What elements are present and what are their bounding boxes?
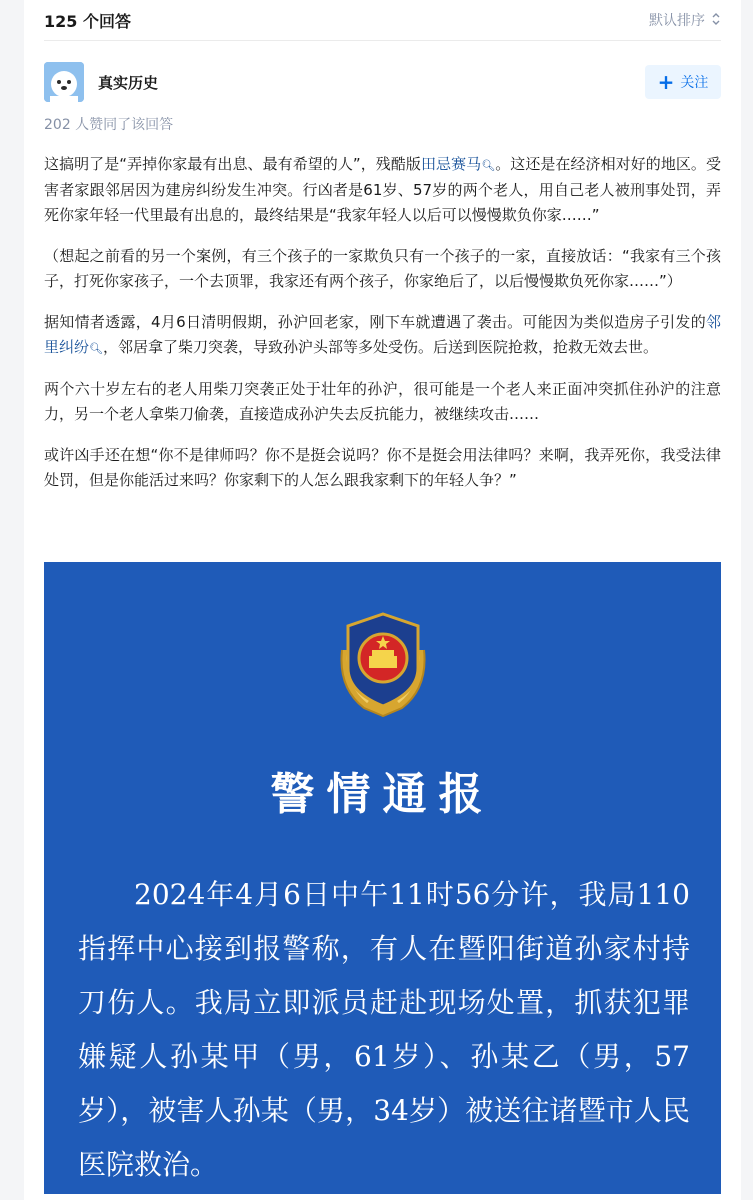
paragraph-3-text-b: ，邻居拿了柴刀突袭，导致孙沪头部等多处受伤。后送到医院抢救，抢救无效去世。 — [102, 338, 658, 356]
author-row — [44, 62, 721, 102]
notice-body: 2024年4月6日中午11时56分许，我局110指挥中心接到报警称，有人在暨阳街道孙家村持刀伤人。我局立即派员赶赴现场处置，抓获犯罪嫌疑人孙某甲（男，61岁）、孙某乙（男，57岁），被害人孙某（男，34岁）被送往诸暨市人民医院救治。 — [78, 878, 690, 1181]
paragraph-3-text-a: 据知情者透露，4月6日清明假期，孙沪回老家，刚下车就遭遇了袭击。可能因为类似造房子引发的 — [44, 313, 706, 331]
paragraph-1-text-a: 这搞明了是“弄掉你家最有出息、最有希望的人”，残酷版 — [44, 155, 421, 173]
follow-label: 关注 — [680, 75, 709, 91]
answer-content — [44, 152, 721, 509]
paragraph-1-text-b: 。这还是在经济相对好的地区。受害者家跟邻居因为建房纠纷发生冲突。行凶者是61岁、57岁的两个老人，用自己老人被刑事处罚，弄死你家年轻一代里最有出息的，最终结果是“我家年轻人以后可以慢慢欺负你家……” — [44, 155, 721, 224]
sort-chevron-icon — [711, 12, 721, 28]
answer-card — [24, 0, 741, 1200]
police-emblem-icon — [334, 610, 432, 724]
neighbor-dispute-link-label: 邻里纠纷 — [44, 313, 721, 356]
paragraph-3 — [44, 310, 721, 361]
police-notice-image[interactable] — [44, 562, 721, 1194]
answers-header — [44, 0, 721, 41]
tianji-link[interactable] — [421, 155, 495, 173]
avatar[interactable] — [44, 62, 84, 102]
search-link-icon: 🔍︎ — [481, 159, 496, 172]
paragraph-4: 两个六十岁左右的老人用柴刀突袭正处于壮年的孙沪，很可能是一个老人来正面冲突抓住孙沪的注意力，另一个老人拿柴刀偷袭，直接造成孙沪失去反抗能力，被继续攻击…… — [44, 380, 721, 423]
tianji-link-label: 田忌赛马 — [420, 155, 482, 173]
author-name[interactable]: 真实历史 — [98, 73, 159, 92]
sort-dropdown[interactable] — [649, 10, 721, 30]
vote-summary: 202 人赞同了该回答 — [44, 117, 174, 133]
paragraph-2: （想起之前看的另一个案例，有三个孩子的一家欺负只有一个孩子的一家，直接放话：“我家有三个孩子，打死你家孩子，一个去顶罪，我家还有两个孩子，你家绝后了，以后慢慢欺负死你家……”） — [44, 247, 721, 290]
plus-icon: + — [657, 70, 675, 94]
paragraph-1 — [44, 152, 721, 228]
notice-title: 警情通报 — [270, 769, 495, 820]
sort-label: 默认排序 — [649, 13, 705, 29]
follow-button[interactable] — [645, 65, 721, 99]
search-link-icon: 🔍︎ — [89, 342, 103, 355]
paragraph-5: 或许凶手还在想“你不是律师吗？你不是挺会说吗？你不是挺会用法律吗？来啊，我弄死你，我受法律处罚，但是你能活过来吗？你家剩下的人怎么跟我家剩下的年轻人争？” — [44, 446, 721, 489]
answer-count: 125 个回答 — [44, 11, 131, 31]
